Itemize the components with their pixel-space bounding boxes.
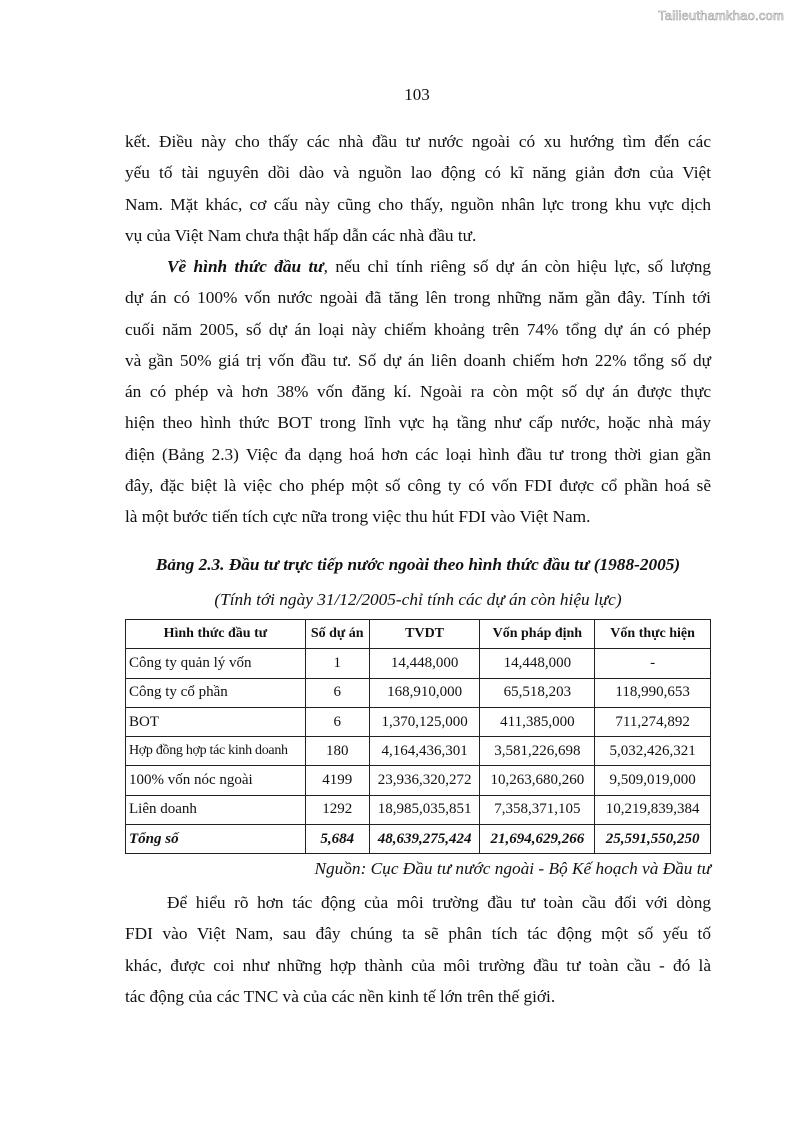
table-cell: 10,263,680,260 — [480, 766, 595, 795]
text-line: Để hiểu rõ hơn tác động của môi trường đầu tư toàn cầu đối với dòng — [167, 893, 711, 912]
table-cell: 5,032,426,321 — [595, 737, 711, 766]
text-line: kết. Điều này cho thấy các nhà đầu tư nước ngoài có xu hướng tìm đến các — [125, 132, 711, 151]
paragraph-investment-forms — [125, 251, 711, 533]
table-total-row — [126, 825, 711, 854]
table-cell: BOT — [126, 707, 306, 736]
table-cell: 25,591,550,250 — [595, 825, 711, 854]
table-cell: 4,164,436,301 — [369, 737, 480, 766]
table-cell: 14,448,000 — [369, 649, 480, 678]
text-line: Nam. Mặt khác, cơ cấu này cũng cho thấy, nguồn nhân lực trong khu vực dịch — [125, 194, 711, 214]
column-header: Vốn thực hiện — [595, 620, 711, 649]
table-cell: 100% vốn nóc ngoài — [126, 766, 306, 795]
paragraph-continuation — [125, 126, 711, 251]
column-header: Vốn pháp định — [480, 620, 595, 649]
table-cell: Công ty quản lý vốn — [126, 649, 306, 678]
table-row — [126, 649, 711, 678]
table-cell: 7,358,371,105 — [480, 795, 595, 824]
table-cell: - — [595, 649, 711, 678]
text-line: yếu tố tài nguyên dồi dào và nguồn lao động có kĩ năng giản đơn của Việt — [125, 163, 711, 183]
text-line: dự án có 100% vốn nước ngoài đã tăng lên trong những năm gần đây. Tính tới — [125, 288, 711, 308]
watermark-text: Tailieuthamkhao.com — [658, 8, 784, 23]
investment-table — [125, 619, 711, 854]
table-row — [126, 737, 711, 766]
text-line: là một bước tiến tích cực nữa trong việc thu hút FDI vào Việt Nam. — [125, 507, 591, 527]
text-line: đây, đặc biệt là việc cho phép một số công ty có vốn FDI được cổ phần hoá sẽ — [125, 476, 711, 496]
text-line: án có phép và hơn 38% vốn đăng kí. Ngoài ra còn một số dự án được thực — [125, 382, 711, 402]
lead-term: Về hình thức đầu tư — [167, 257, 324, 276]
table-cell: 118,990,653 — [595, 678, 711, 707]
table-row — [126, 707, 711, 736]
table-cell: Liên doanh — [126, 795, 306, 824]
table-cell: Công ty cổ phần — [126, 678, 306, 707]
table-cell: 4199 — [305, 766, 369, 795]
column-header: Hình thức đầu tư — [126, 620, 306, 649]
text-line: khác, được coi như những hợp thành của môi trường đầu tư toàn cầu - đó là — [125, 955, 711, 975]
table-source-note: Nguồn: Cục Đầu tư nước ngoài - Bộ Kế hoạch và Đầu tư — [314, 859, 711, 878]
column-header: Số dự án — [305, 620, 369, 649]
table-cell: 3,581,226,698 — [480, 737, 595, 766]
text-line: vụ của Việt Nam chưa thật hấp dẫn các nhà đầu tư. — [125, 225, 477, 245]
text-line: điện (Bảng 2.3) Việc đa dạng hoá hơn các loại hình đầu tư trong thời gian gần — [125, 444, 711, 464]
table-cell: 711,274,892 — [595, 707, 711, 736]
table-cell: 10,219,839,384 — [595, 795, 711, 824]
table-cell: 14,448,000 — [480, 649, 595, 678]
text-line: hiện theo hình thức BOT trong lĩnh vực hạ tầng như cấp nước, hoặc nhà máy — [125, 413, 711, 433]
table-cell: 48,639,275,424 — [369, 825, 480, 854]
table-caption-prefix: Bảng 2.3 — [155, 555, 221, 574]
table-cell: 1,370,125,000 — [369, 707, 480, 736]
column-header: TVDT — [369, 620, 480, 649]
table-cell: Tổng số — [126, 825, 306, 854]
table-caption-title: Đầu tư trực tiếp nước ngoài theo hình thức đầu tư (1988-2005) — [228, 555, 681, 574]
text-line: FDI vào Việt Nam, sau đây chúng ta sẽ phân tích tác động một số yếu tố — [125, 924, 711, 944]
table-cell: 21,694,629,266 — [480, 825, 595, 854]
table-cell: 18,985,035,851 — [369, 795, 480, 824]
paragraph-global-environment — [125, 887, 711, 1012]
text-line-rest: , nếu chỉ tính riêng số dự án còn hiệu lực, số lượng — [323, 257, 711, 276]
table-cell: 65,518,203 — [480, 678, 595, 707]
table-cell: 9,509,019,000 — [595, 766, 711, 795]
text-line: và gần 50% giá trị vốn đầu tư. Số dự án liên doanh chiếm hơn 22% tổng số dự — [125, 350, 711, 370]
table-row — [126, 766, 711, 795]
text-line: tác động của các TNC và của các nền kinh tế lớn trên thế giới. — [125, 986, 556, 1006]
table-row — [126, 795, 711, 824]
table-cell: 180 — [305, 737, 369, 766]
table-cell: 23,936,320,272 — [369, 766, 480, 795]
text-line: cuối năm 2005, số dự án loại này chiếm khoảng trên 74% tổng dự án có phép — [125, 319, 711, 339]
table-cell: 1 — [305, 649, 369, 678]
table-header-row — [126, 620, 711, 649]
page-number: 103 — [404, 85, 430, 104]
table-cell: 5,684 — [305, 825, 369, 854]
table-cell: 6 — [305, 707, 369, 736]
table-subcaption: (Tính tới ngày 31/12/2005-chỉ tính các dự án còn hiệu lực) — [214, 590, 622, 609]
text-line — [125, 251, 711, 282]
table-caption-separator: . — [220, 555, 229, 574]
table-cell: 1292 — [305, 795, 369, 824]
table-cell: 411,385,000 — [480, 707, 595, 736]
table-cell: Hợp đồng hợp tác kinh doanh — [126, 737, 306, 766]
table-cell: 168,910,000 — [369, 678, 480, 707]
table-row — [126, 678, 711, 707]
table-cell: 6 — [305, 678, 369, 707]
table-caption — [125, 555, 711, 575]
